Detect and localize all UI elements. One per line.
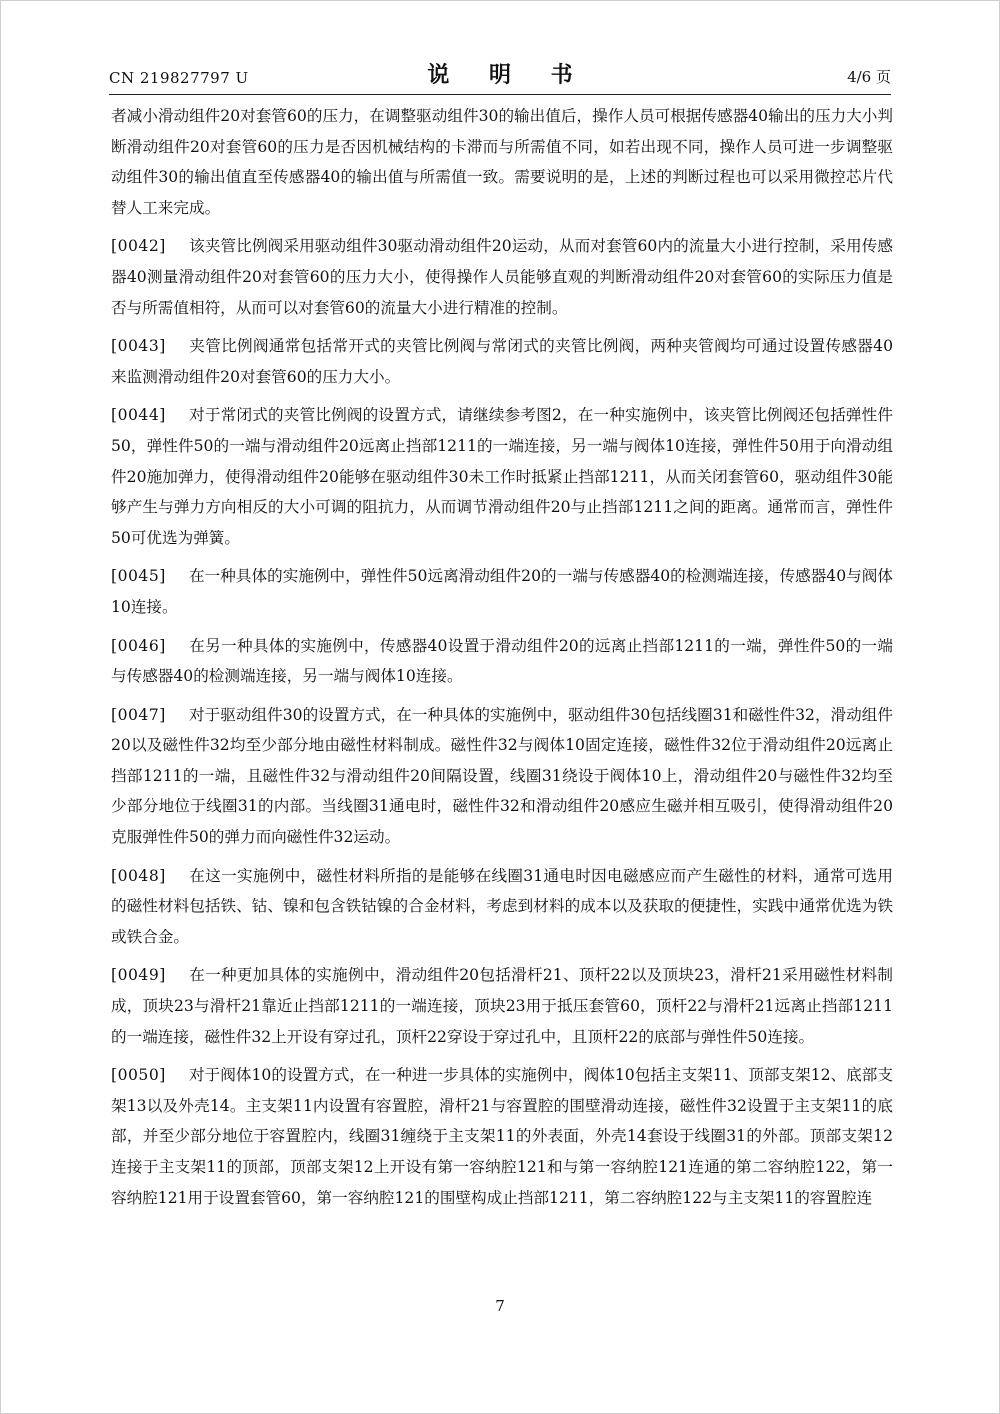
paragraph-number: [0047] — [111, 705, 166, 724]
paragraph — [111, 231, 893, 323]
patent-number: CN 219827797 U — [109, 69, 249, 87]
paragraph-text: 者减小滑动组件20对套管60的压力，在调整驱动组件30的输出值后，操作人员可根据传感器40输出的压力大小判断滑动组件20对套管60的压力是否因机械结构的卡滞而与所需值不同，如若出现不同，操作人员可进一步调整驱动组件30的输出值直至传感器40的输出值与所需值一致。需要说明的是，上述的判断过程也可以采用微控芯片代替人工来完成。 — [111, 107, 893, 217]
page-indicator: 4/6 页 — [847, 68, 891, 86]
paragraph — [111, 331, 893, 392]
paragraph — [111, 631, 893, 692]
paragraph — [111, 400, 893, 553]
paragraph-number: [0046] — [111, 636, 166, 655]
paragraph — [111, 960, 893, 1052]
paragraph-number: [0045] — [111, 567, 166, 586]
paragraph-number: [0044] — [111, 406, 166, 425]
paragraph-number: [0043] — [111, 337, 166, 356]
paragraph-text: 该夹管比例阀采用驱动组件30驱动滑动组件20运动，从而对套管60内的流量大小进行控制，采用传感器40测量滑动组件20对套管60的压力大小，使得操作人员能够直观的判断滑动组件20对套管60的实际压力值是否与所需值相符，从而可以对套管60的流量大小进行精准的控制。 — [111, 237, 893, 317]
paragraph-number: [0049] — [111, 966, 166, 985]
page-footer — [1, 1297, 999, 1315]
document-body — [111, 101, 893, 1221]
paragraph-text: 在一种更加具体的实施例中，滑动组件20包括滑杆21、顶杆22以及顶块23，滑杆21采用磁性材料制成，顶块23与滑杆21靠近止挡部1211的一端连接，顶块23用于抵压套管60，顶杆22与滑杆21远离止挡部1211的一端连接，磁性件32上开设有穿过孔，顶杆22穿设于穿过孔中，且顶杆22的底部与弹性件50连接。 — [111, 966, 893, 1046]
paragraph-text: 夹管比例阀通常包括常开式的夹管比例阀与常闭式的夹管比例阀，两种夹管阀均可通过设置传感器40来监测滑动组件20对套管60的压力大小。 — [111, 337, 893, 386]
paragraph-text: 在另一种具体的实施例中，传感器40设置于滑动组件20的远离止挡部1211的一端，弹性件50的一端与传感器40的检测端连接，另一端与阀体10连接。 — [111, 636, 893, 686]
paragraph-text: 对于常闭式的夹管比例阀的设置方式，请继续参考图2，在一种实施例中，该夹管比例阀还包括弹性件50，弹性件50的一端与滑动组件20远离止挡部1211的一端连接，另一端与阀体10连接，弹性件50用于向滑动组件20施加弹力，使得滑动组件20能够在驱动组件30未工作时抵紧止挡部1211，从而关闭套管60，驱动组件30能够产生与弹力方向相反的大小可调的阻抗力，从而调节滑动组件20与止挡部1211之间的距离。通常而言，弹性件50可优选为弹簧。 — [111, 406, 893, 547]
page-header — [109, 59, 891, 93]
paragraph-text: 在一种具体的实施例中，弹性件50远离滑动组件20的一端与传感器40的检测端连接，传感器40与阀体10连接。 — [111, 567, 893, 616]
paragraph-text: 对于阀体10的设置方式，在一种进一步具体的实施例中，阀体10包括主支架11、顶部支架12、底部支架13以及外壳14。主支架11内设置有容置腔，滑杆21与容置腔的围壁滑动连接，磁性件32设置于主支架11的底部，并至少部分地位于容置腔内，线圈31缠绕于主支架11的外表面，外壳14套设于线圈31的外部。顶部支架12连接于主支架11的顶部，顶部支架12上开设有第一容纳腔121和与第一容纳腔121连通的第二容纳腔122，第一容纳腔121用于设置套管60，第一容纳腔121的围壁构成止挡部1211，第二容纳腔122与主支架11的容置腔连 — [111, 1066, 893, 1207]
paragraph-continuation — [111, 101, 893, 223]
paragraph — [111, 700, 893, 853]
page-number: 7 — [495, 1297, 505, 1315]
paragraph-text: 对于驱动组件30的设置方式，在一种具体的实施例中，驱动组件30包括线圈31和磁性件32，滑动组件20以及磁性件32均至少部分地由磁性材料制成。磁性件32与阀体10固定连接，磁性件32位于滑动组件20远离止挡部1211的一端，且磁性件32与滑动组件20间隔设置，线圈31绕设于阀体10上，滑动组件20与磁性件32均至少部分地位于线圈31的内部。当线圈31通电时，磁性件32和滑动组件20感应生磁并相互吸引，使得滑动组件20克服弹性件50的弹力而向磁性件32运动。 — [111, 705, 893, 847]
paragraph-text: 在这一实施例中，磁性材料所指的是能够在线圈31通电时因电磁感应而产生磁性的材料，通常可选用的磁性材料包括铁、钴、镍和包含铁钴镍的合金材料，考虑到材料的成本以及获取的便捷性，实践中通常优选为铁或铁合金。 — [111, 866, 893, 946]
paragraph-number: [0050] — [111, 1066, 166, 1085]
paragraph-number: [0048] — [111, 866, 166, 885]
paragraph — [111, 861, 893, 953]
header-divider — [109, 94, 891, 95]
document-title: 说 明 书 — [427, 63, 589, 88]
paragraph — [111, 1060, 893, 1213]
paragraph-number: [0042] — [111, 237, 166, 256]
paragraph — [111, 561, 893, 622]
